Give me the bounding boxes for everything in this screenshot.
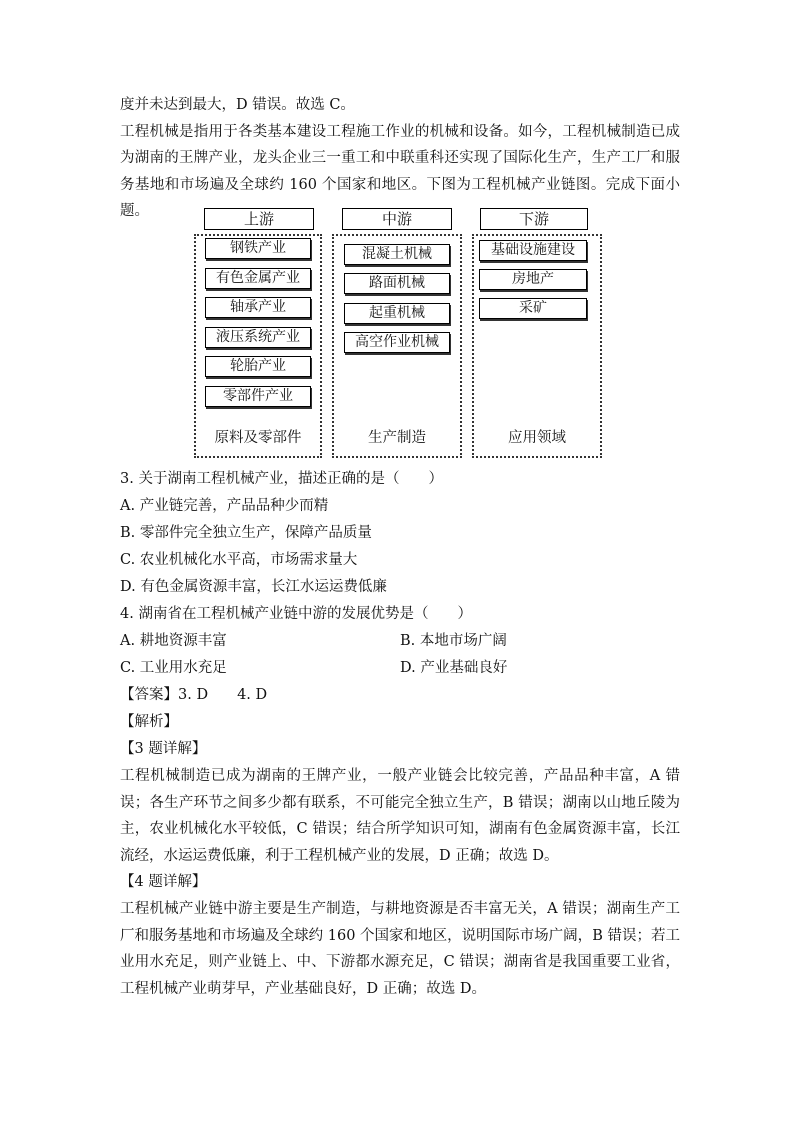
midstream-box [332, 234, 462, 458]
upstream-item: 零部件产业 [205, 386, 311, 407]
upstream-item: 轮胎产业 [205, 356, 311, 377]
upstream-box [194, 234, 322, 458]
midstream-header: 中游 [342, 208, 452, 230]
downstream-header: 下游 [480, 208, 588, 230]
downstream-item: 采矿 [479, 298, 587, 319]
downstream-footer: 应用领域 [508, 430, 566, 446]
industry-chain-diagram [190, 206, 610, 458]
upstream-item: 轴承产业 [205, 297, 311, 318]
midstream-item: 混凝土机械 [344, 244, 450, 265]
document-page [120, 92, 680, 225]
q4-stem: 4. 湖南省在工程机械产业链中游的发展优势是（ ） [120, 606, 472, 622]
downstream-item: 房地产 [479, 269, 587, 290]
q4-options-row-2 [120, 655, 680, 682]
q3-option-a: A. 产业链完善，产品品种少而精 [120, 498, 329, 514]
q3-stem: 3. 关于湖南工程机械产业，描述正确的是（ ） [120, 471, 443, 487]
questions-section [120, 466, 680, 1002]
passage-text: 工程机械是指用于各类基本建设工程施工作业的机械和设备。如今，工程机械制造已成为湖南的王牌产业，龙头企业三一重工和中联重科还实现了国际化生产，生产工厂和服务基地和市场遍及全球约 160 个国家和地区。下图为工程机械产业链图。完成下面小题。 [120, 123, 680, 219]
q4-option-c: C. 工业用水充足 [120, 660, 227, 676]
q3-option-c: C. 农业机械化水平高，市场需求量大 [120, 552, 358, 568]
midstream-item: 高空作业机械 [344, 332, 450, 353]
intro-line: 度并未达到最大，D 错误。故选 C。 [120, 97, 355, 113]
answer-line: 【答案】3. D 4. D [120, 687, 268, 703]
midstream-item: 起重机械 [344, 303, 450, 324]
midstream-footer: 生产制造 [368, 430, 426, 446]
q3-option-d: D. 有色金属资源丰富，长江水运运费低廉 [120, 579, 387, 595]
q4-option-d: D. 产业基础良好 [400, 660, 508, 676]
downstream-item: 基础设施建设 [479, 240, 587, 261]
upstream-footer: 原料及零部件 [214, 430, 302, 446]
q4-detail-label: 【4 题详解】 [120, 874, 207, 890]
q4-detail-text: 工程机械产业链中游主要是生产制造，与耕地资源是否丰富无关，A 错误；湖南生产工厂和服务基地和市场遍及全球约 160 个国家和地区，说明国际市场广阔，B 错误；若工业用水充足，则产业链上、中、下游都水源充足，C 错误；湖南省是我国重要工业省，工程机械产业萌芽早，产业基础良好，D 正确；故选 D。 [120, 901, 680, 997]
analysis-label: 【解析】 [120, 714, 178, 730]
upstream-item: 液压系统产业 [205, 327, 311, 348]
upstream-item: 有色金属产业 [205, 268, 311, 289]
upstream-header: 上游 [204, 208, 314, 230]
q4-option-a: A. 耕地资源丰富 [120, 633, 227, 649]
q3-option-b: B. 零部件完全独立生产，保障产品质量 [120, 525, 372, 541]
midstream-item: 路面机械 [344, 273, 450, 294]
q3-detail-label: 【3 题详解】 [120, 741, 207, 757]
q4-options-row-1 [120, 628, 680, 655]
downstream-box [472, 234, 602, 458]
q3-detail-text: 工程机械制造已成为湖南的王牌产业，一般产业链会比较完善，产品品种丰富，A 错误；各生产环节之间多少都有联系，不可能完全独立生产，B 错误；湖南以山地丘陵为主，农业机械化水平较低，C 错误；结合所学知识可知，湖南有色金属资源丰富，长江流经，水运运费低廉，利于工程机械产业的发展，D 正确；故选 D。 [120, 768, 680, 864]
q4-option-b: B. 本地市场广阔 [400, 633, 507, 649]
upstream-item: 钢铁产业 [205, 238, 311, 259]
